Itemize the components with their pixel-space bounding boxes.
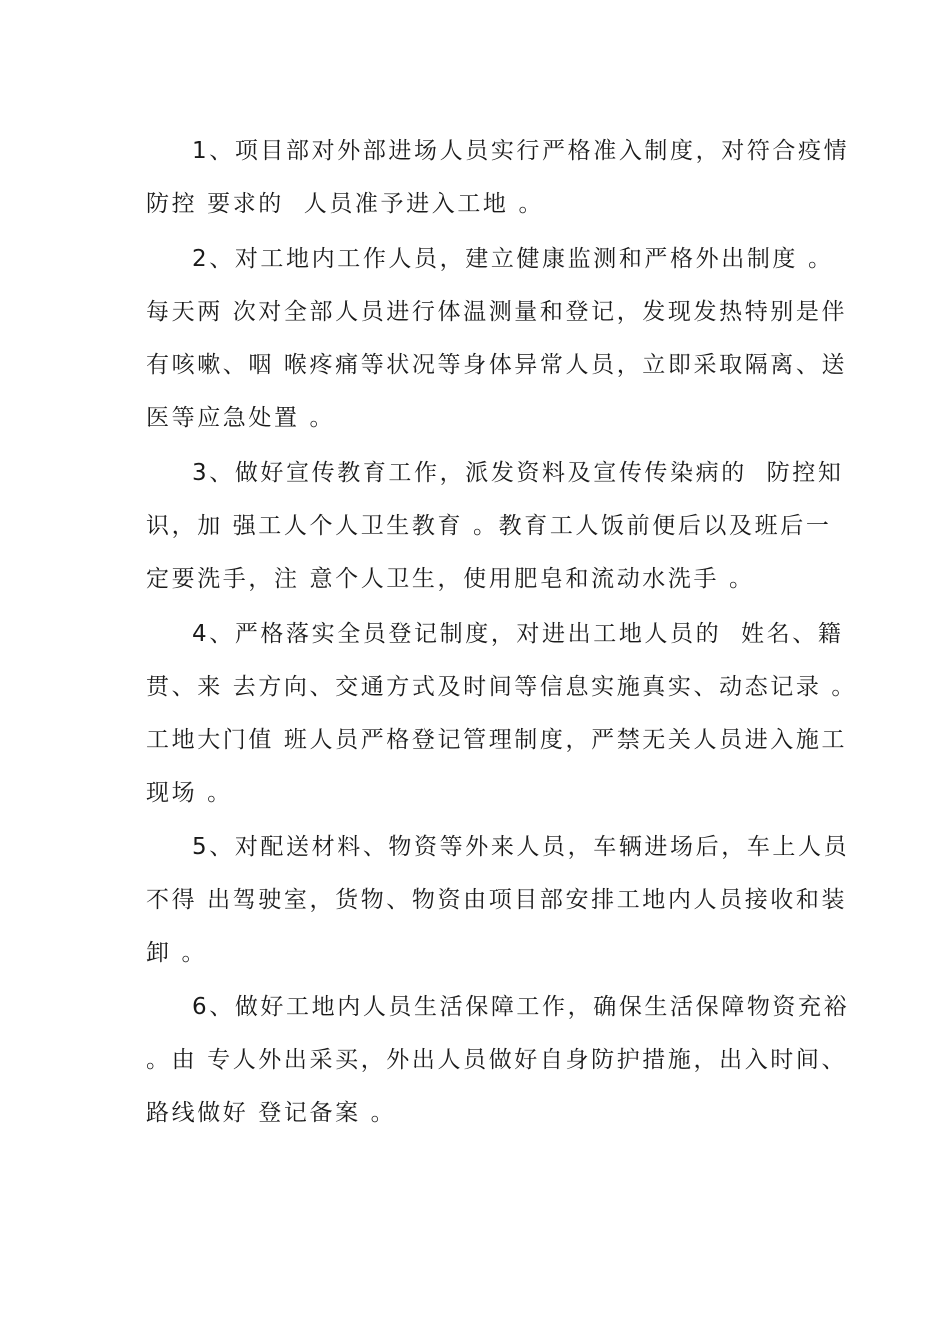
text-line: 卸 。 (146, 940, 208, 966)
paragraph-1 (146, 125, 850, 231)
text-line: 医等应急处置 。 (146, 405, 336, 431)
text-line: 每天两 次对全部人员进行体温测量和登记，发现发热特别是伴 (146, 299, 848, 325)
text-line: 不得 出驾驶室，货物、物资由项目部安排工地内人员接收和装 (146, 887, 848, 913)
paragraph-6 (146, 981, 850, 1140)
text-line: 防控 要求的 人员准予进入工地 。 (146, 191, 545, 217)
paragraph-3 (146, 447, 844, 606)
text-line: 5、对配送材料、物资等外来人员，车辆进场后，车上人员 (192, 834, 850, 860)
text-line: 工地大门值 班人员严格登记管理制度，严禁无关人员进入施工 (146, 727, 848, 753)
text-line: 路线做好 登记备案 。 (146, 1100, 397, 1126)
text-line: 现场 。 (146, 780, 233, 806)
paragraph-2 (146, 233, 848, 445)
text-line: 3、做好宣传教育工作，派发资料及宣传传染病的 防控知 (192, 460, 844, 486)
text-line: 定要洗手，注 意个人卫生，使用肥皂和流动水洗手 。 (146, 566, 755, 592)
text-line: 1、项目部对外部进场人员实行严格准入制度，对符合疫情 (192, 138, 850, 164)
text-line: 。由 专人外出采买，外出人员做好自身防护措施，出入时间、 (146, 1047, 848, 1073)
text-line: 2、对工地内工作人员，建立健康监测和严格外出制度 。 (192, 246, 834, 272)
text-line: 4、严格落实全员登记制度，对进出工地人员的 姓名、籍 (192, 621, 844, 647)
paragraph-5 (146, 821, 850, 980)
text-line: 贯、来 去方向、交通方式及时间等信息实施真实、动态记录 。 (146, 674, 858, 700)
text-line: 有咳嗽、咽 喉疼痛等状况等身体异常人员，立即采取隔离、送 (146, 352, 848, 378)
text-line: 6、做好工地内人员生活保障工作，确保生活保障物资充裕 (192, 994, 850, 1020)
paragraph-4 (146, 608, 858, 820)
text-line: 识，加 强工人个人卫生教育 。教育工人饭前便后以及班后一 (146, 513, 832, 539)
